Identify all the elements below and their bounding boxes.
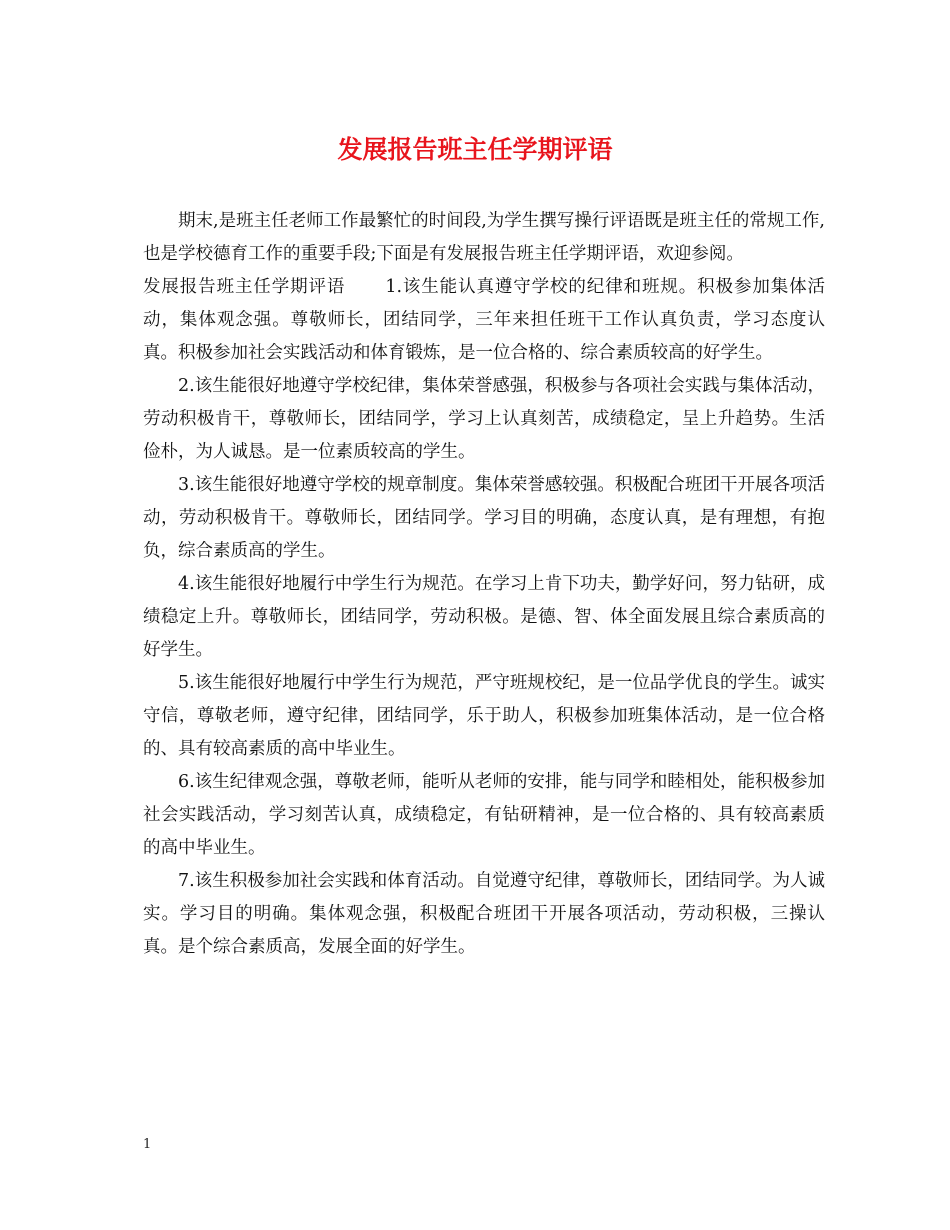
comment-item-2: 2.该生能很好地遵守学校纪律，集体荣誉感强，积极参与各项社会实践与集体活动，劳动积极肯干，尊敬师长，团结同学，学习上认真刻苦，成绩稳定，呈上升趋势。生活俭朴，为人诚恳。是一位素质较高的学生。 (143, 376, 825, 462)
page-number: 1 (143, 1137, 152, 1152)
comment-item-5: 5.该生能很好地履行中学生行为规范，严守班规校纪，是一位品学优良的学生。诚实守信，尊敬老师，遵守纪律，团结同学，乐于助人，积极参加班集体活动，是一位合格的、具有较高素质的高中毕业生。 (143, 673, 825, 759)
section-subtitle: 发展报告班主任学期评语 (143, 277, 346, 297)
page-title: 发展报告班主任学期评语 (337, 135, 613, 164)
comment-item-4: 4.该生能很好地履行中学生行为规范。在学习上肯下功夫，勤学好问，努力钻研，成绩稳定上升。尊敬师长，团结同学，劳动积极。是德、智、体全面发展且综合素质高的好学生。 (143, 574, 825, 660)
intro-paragraph: 期末,是班主任老师工作最繁忙的时间段,为学生撰写操行评语既是班主任的常规工作,也是学校德育工作的重要手段;下面是有发展报告班主任学期评语，欢迎参阅。 (143, 211, 825, 264)
document-body (143, 205, 825, 964)
comment-item-1: 1.该生能认真遵守学校的纪律和班规。积极参加集体活动，集体观念强。尊敬师长，团结同学，三年来担任班干工作认真负责，学习态度认真。积极参加社会实践活动和体育锻炼，是一位合格的、综合素质较高的好学生。 (143, 277, 826, 363)
comment-item-7: 7.该生积极参加社会实践和体育活动。自觉遵守纪律，尊敬师长，团结同学。为人诚实。学习目的明确。集体观念强，积极配合班团干开展各项活动，劳动积极，三操认真。是个综合素质高，发展全面的好学生。 (143, 871, 825, 957)
comment-item-3: 3.该生能很好地遵守学校的规章制度。集体荣誉感较强。积极配合班团干开展各项活动，劳动积极肯干。尊敬师长，团结同学。学习目的明确，态度认真，是有理想，有抱负，综合素质高的学生。 (143, 475, 825, 561)
section-paragraph (143, 271, 825, 370)
comment-item-6: 6.该生纪律观念强，尊敬老师，能听从老师的安排，能与同学和睦相处，能积极参加社会实践活动，学习刻苦认真，成绩稳定，有钻研精神，是一位合格的、具有较高素质的高中毕业生。 (143, 772, 825, 858)
